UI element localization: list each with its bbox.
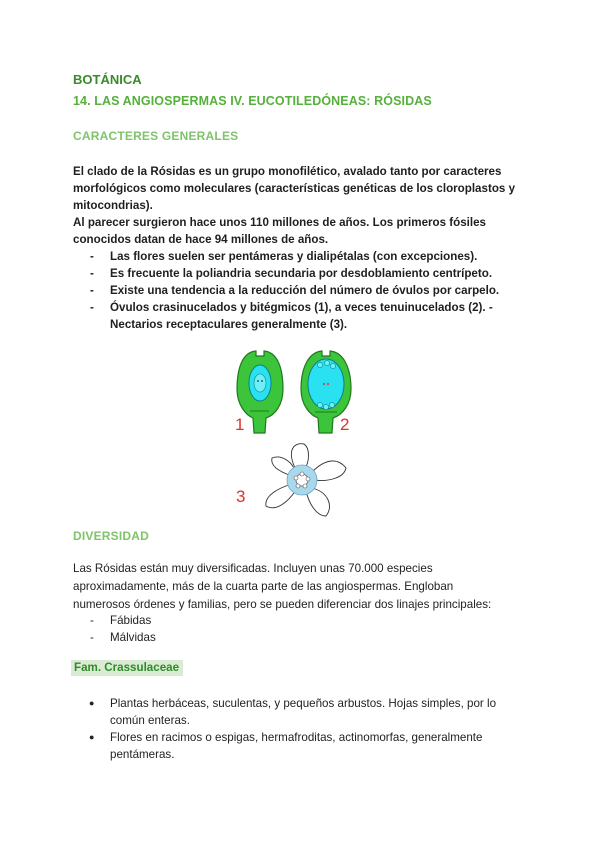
stamen — [303, 484, 307, 488]
list-item-text: Óvulos crasinucelados y bitégmicos (1), a veces tenuinucelados (2). - — [110, 301, 493, 314]
paragraph-line: Las Rósidas están muy diversificadas. Incluyen unas 70.000 especies — [73, 562, 433, 575]
list-item-text: Nectarios receptaculares generalmente (3). — [110, 318, 348, 331]
list-item-text: Flores en racimos o espigas, hermafroditas, actinomorfas, generalmente — [110, 731, 483, 744]
stamen — [300, 472, 304, 476]
list-item-text: común enteras. — [110, 714, 190, 727]
egg-cell — [324, 360, 329, 365]
topic-title: 14. LAS ANGIOSPERMAS IV. EUCOTILEDÓNEAS: RÓSIDAS — [73, 94, 432, 108]
polar-nucleus — [323, 383, 325, 385]
list-item-text: Plantas herbáceas, suculentas, y pequeños arbustos. Hojas simples, por lo — [110, 697, 497, 710]
list-item-text: pentámeras. — [110, 748, 175, 761]
paragraph-line: conocidos datan de hace 94 millones de años. — [73, 233, 329, 246]
bullet-marker: ● — [89, 698, 95, 708]
list-item-text: Fábidas — [110, 614, 152, 627]
bullet-marker: - — [90, 284, 94, 297]
bullet-marker: - — [90, 250, 94, 263]
paragraph-line: numerosos órdenes y familias, pero se pueden diferenciar dos linajes principales: — [73, 598, 492, 611]
bullet-marker: - — [90, 267, 94, 280]
list-item-text: Málvidas — [110, 631, 156, 644]
synergid-cell — [330, 363, 335, 368]
paragraph-line: mitocondrias). — [73, 199, 153, 212]
paragraph-line: El clado de la Rósidas es un grupo monofilético, avalado tanto por caracteres — [73, 165, 502, 178]
bullet-marker: ● — [89, 732, 95, 742]
family-heading-crassulaceae: Fam. Crassulaceae — [71, 660, 183, 676]
ovule-embryo-sac — [254, 374, 266, 392]
bullet-marker: - — [90, 301, 94, 314]
ovule-embryo-sac — [308, 359, 344, 409]
paragraph-line: Al parecer surgieron hace unos 110 millones de años. Los primeros fósiles — [73, 216, 487, 229]
paragraph-diversidad — [73, 560, 491, 614]
antipodal-cell — [323, 404, 328, 409]
flower-diagram-3 — [258, 440, 354, 522]
section-heading-diversidad: DIVERSIDAD — [73, 529, 150, 543]
ovule-nucleus-dot — [257, 380, 259, 382]
stamen — [306, 477, 310, 481]
paragraph-line: aproximadamente, más de la cuarta parte de las angiospermas. Engloban — [73, 580, 454, 593]
bullet-marker: - — [90, 614, 94, 627]
polar-nucleus — [327, 383, 329, 385]
list-item-text: Es frecuente la poliandria secundaria por desdoblamiento centrípeto. — [110, 267, 493, 280]
figure-label-2: 2 — [340, 415, 350, 434]
paragraph-line: morfológicos como moleculares (características genéticas de los cloroplastos y — [73, 182, 516, 195]
stamen — [296, 484, 300, 488]
ovule-nucleus-dot — [261, 380, 263, 382]
paragraph-clado — [73, 163, 515, 248]
stamen — [294, 476, 298, 480]
figure-label-1: 1 — [235, 415, 245, 434]
subject-title: BOTÁNICA — [73, 72, 142, 87]
bullet-marker: - — [90, 631, 94, 644]
list-item-text: Las flores suelen ser pentámeras y dialipétalas (con excepciones). — [110, 250, 478, 263]
section-heading-caracteres: CARACTERES GENERALES — [73, 129, 239, 143]
list-item-text: Existe una tendencia a la reducción del número de óvulos por carpelo. — [110, 284, 500, 297]
antipodal-cell — [317, 402, 322, 407]
figure-label-3: 3 — [236, 487, 246, 506]
antipodal-cell — [329, 402, 334, 407]
synergid-cell — [317, 362, 322, 367]
